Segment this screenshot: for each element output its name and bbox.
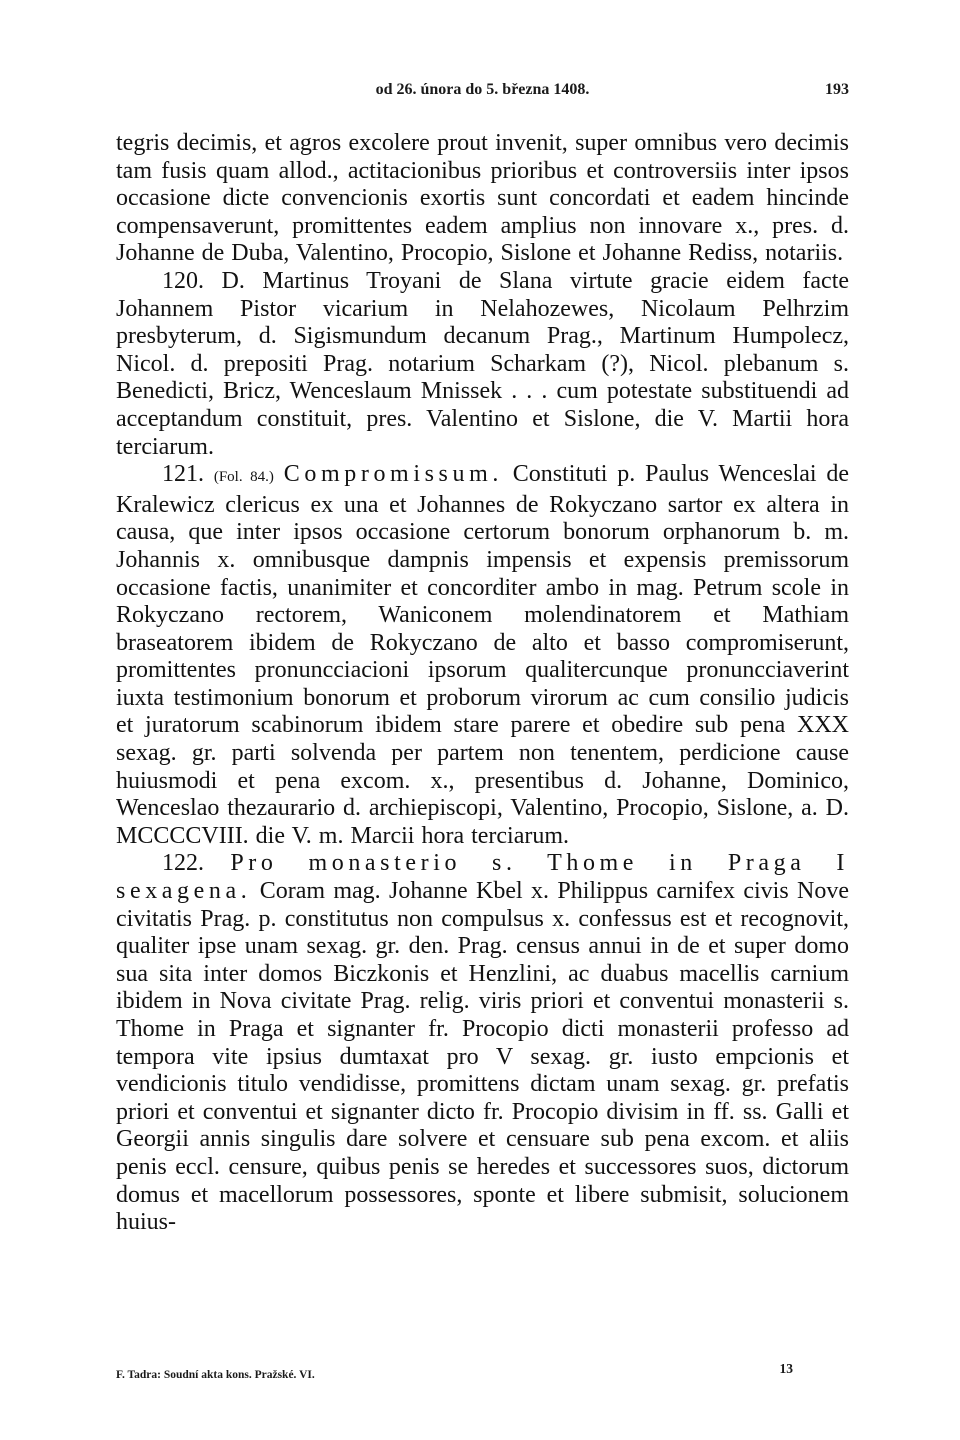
entry-number: 121. <box>162 461 204 488</box>
entry-121 <box>116 461 849 850</box>
entry-number: 122. <box>162 850 204 877</box>
signature-mark: 13 <box>779 1361 793 1376</box>
running-head <box>116 78 849 102</box>
folio-reference: (Fol. 84.) <box>213 469 274 486</box>
entry-text: Coram mag. Johanne Kbel x. Philippus carnifex civis Nove civitatis Prag. p. constitutus non compulsus x. confessus est et recognovit, qualiter ipse unam sexag. gr. den. Prag. census annui in de et super domo sua sita inter domos Biczkonis et Henzlini, ac duabus macellis carnium ibidem in Nova civitate Prag. relig. viris priori et conventui monasterii s. Thome in Praga et signanter fr. Procopio dicti monasterii professo ad tempora vite ipsius dumtaxat pro V sexag. gr. iusto empcionis et vendicionis titulo vendidisse, promittens dictam unam sexag. gr. prefatis priori et conventui et signanter dicto fr. Procopio divisim in ff. ss. Galli et Georgii annis singulis dare solvere et censuare sub pena excom. et aliis penis eccl. censure, quibus penis se heredes et successores suos, dictorum domus et macellorum possessores, sponte et libere submisit, solucionem huius- <box>116 878 849 1236</box>
entry-heading: Pro monasterio s. Thome in Praga I sexagena. <box>116 850 850 905</box>
running-title: od 26. února do 5. března 1408. <box>375 81 590 98</box>
entry-text: D. Martinus Troyani de Slana virtute gracie eidem facte Johannem Pistor vicarium in Nelahozewes, Nicolaum Pelhrzim presbyterum, d. Sigismundum decanum Prag., Martinum Humpolecz, Nicol. d. prepositi Prag. notarium Scharkam (?), Nicol. plebanum s. Benedicti, Bricz, Wenceslaum Mnissek . . . cum potestate substituendi ad acceptandum constituit, pres. Valentino et Sislone, die V. Martii hora terciarum. <box>116 267 850 460</box>
page-footer <box>116 1361 849 1385</box>
entry-heading: Compromissum. <box>283 461 503 488</box>
body-text <box>116 130 849 1237</box>
footer-source: F. Tadra: Soudní akta kons. Pražské. VI. <box>116 1369 315 1381</box>
entry-122 <box>116 850 849 1236</box>
continuation-paragraph: tegris decimis, et agros excolere prout invenit, super omnibus vero decimis tam fusis quam allod., actitacionibus prioribus et controversiis inter ipsos occasione dicte convencionis exortis sunt concordati et eadem hincinde compensaverunt, promittentes eadem amplius non innovare x., pres. d. Johanne de Duba, Valentino, Procopio, Sislone et Johanne Rediss, notariis. <box>116 130 849 267</box>
entry-text: Constituti p. Paulus Wenceslai de Kralewicz clericus ex una et Johannes de Rokyczano sartor ex altera in causa, que inter ipsos occasione certorum bonorum orphanorum b. m. Johannis x. omnibusque dampnis impensis et expensis premissorum occasione factis, unanimiter et concorditer ambo in mag. Petrum scole in Rokyczano rectorem, Waniconem molendinatorem et Mathiam braseatorem ibidem de Rokyczano de alto et basso compromiserunt, promittentes pronuncciacioni ipsorum qualitercunque pronuncciaverint iuxta testimonium bonorum et proborum virorum ac cum consilio judicis et juratorum scabinorum ibidem stare parere et obedire sub pena XXX sexag. gr. parti solvenda per partem non tenentem, perdicione cause huiusmodi et pena excom. x., presentibus d. Johanne, Dominico, Wenceslao thezaurario d. archiepiscopi, Valentino, Procopio, Sislone, a. D. MCCCCVIII. die V. m. Marcii hora terciarum. <box>116 461 850 849</box>
entry-120 <box>116 268 849 461</box>
entry-number: 120. <box>162 267 204 294</box>
page-number: 193 <box>825 81 849 98</box>
